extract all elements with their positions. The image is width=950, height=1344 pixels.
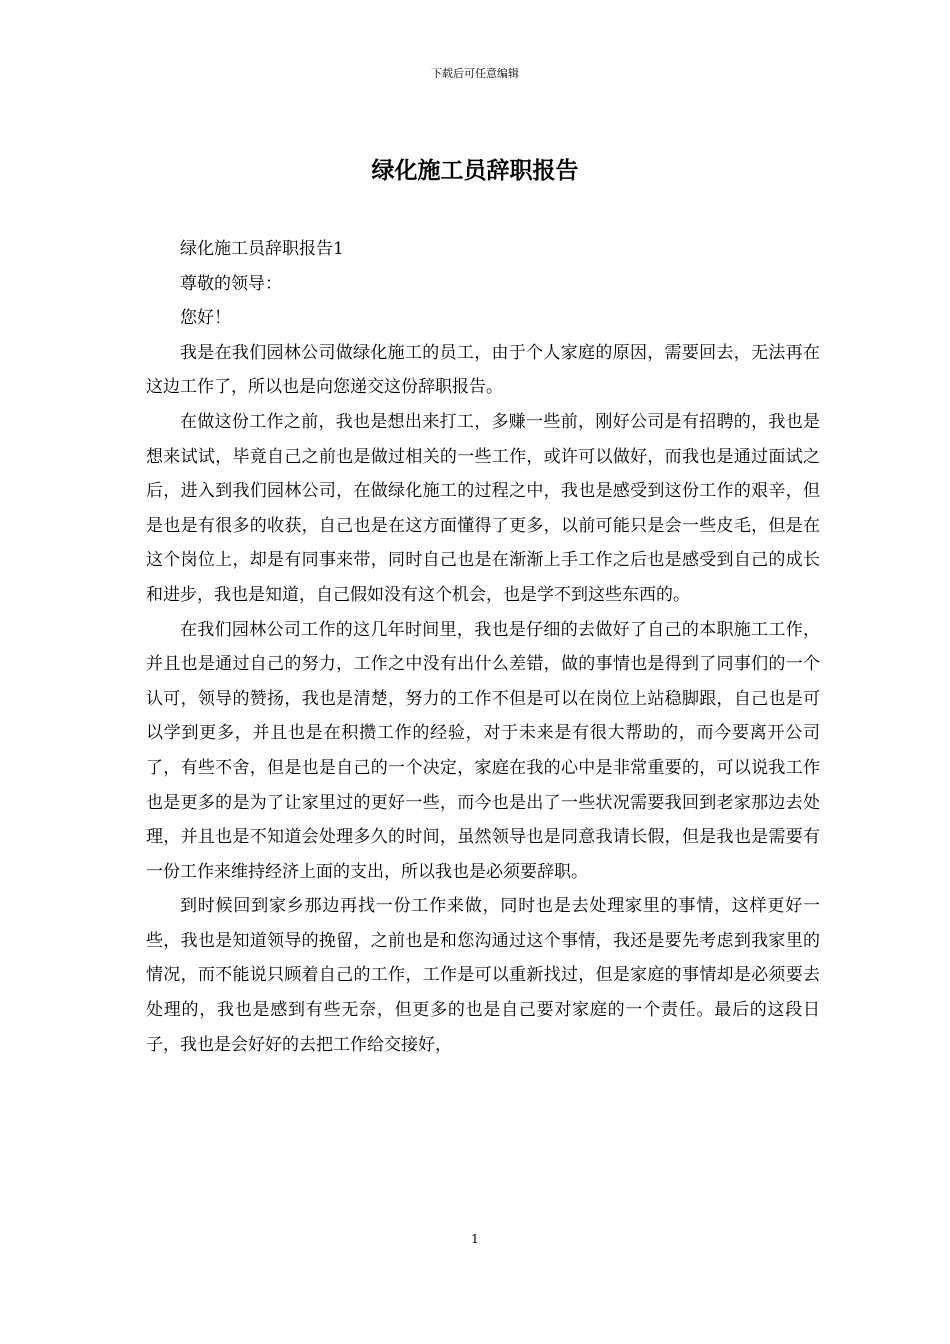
document-body bbox=[146, 232, 820, 1062]
page-number: 1 bbox=[471, 1232, 479, 1246]
salutation: 尊敬的领导： bbox=[180, 273, 282, 294]
body-paragraph: 在我们园林公司工作的这几年时间里，我也是仔细的去做好了自己的本职施工工作，并且也是通过自己的努力，工作之中没有出什么差错，做的事情也是得到了同事们的一个认可，领导的赞扬，我也是清楚，努力的工作不但是可以在岗位上站稳脚跟，自己也是可以学到更多，并且也是在积攒工作的经验，对于未来是有很大帮助的，而今要离开公司了，有些不舍，但是也是自己的一个决定，家庭在我的心中是非常重要的，可以说我工作也是更多的是为了让家里过的更好一些，而今也是出了一些状况需要我回到老家那边去处理，并且也是不知道会处理多久的时间，虽然领导也是同意我请长假，但是我也是需要有一份工作来维持经济上面的支出，所以我也是必须要辞职。 bbox=[146, 619, 820, 882]
page-header-note: 下载后可任意编辑 bbox=[431, 67, 519, 80]
report-subtitle: 绿化施工员辞职报告1 bbox=[180, 239, 344, 259]
greeting: 您好！ bbox=[180, 308, 231, 329]
body-paragraph: 到时候回到家乡那边再找一份工作来做，同时也是去处理家里的事情，这样更好一些，我也是知道领导的挽留，之前也是和您沟通过这个事情，我还是要先考虑到我家里的情况，而不能说只顾着自己的工作，工作是可以重新找过，但是家庭的事情却是必须要去处理的，我也是感到有些无奈，但更多的也是自己要对家庭的一个责任。最后的这段日子，我也是会好好的去把工作给交接好， bbox=[146, 896, 820, 1055]
body-paragraph: 在做这份工作之前，我也是想出来打工，多赚一些前，刚好公司是有招聘的，我也是想来试试，毕竟自己之前也是做过相关的一些工作，或许可以做好，而我也是通过面试之后，进入到我们园林公司，在做绿化施工的过程之中，我也是感受到这份工作的艰辛，但是也是有很多的收获，自己也是在这方面懂得了更多，以前可能只是会一些皮毛，但是在这个岗位上，却是有同事来带，同时自己也是在渐渐上手工作之后也是感受到自己的成长和进步，我也是知道，自己假如没有这个机会，也是学不到这些东西的。 bbox=[146, 411, 820, 605]
document-title: 绿化施工员辞职报告 bbox=[371, 157, 579, 184]
body-paragraph: 我是在我们园林公司做绿化施工的员工，由于个人家庭的原因，需要回去，无法再在这边工作了，所以也是向您递交这份辞职报告。 bbox=[146, 342, 820, 398]
